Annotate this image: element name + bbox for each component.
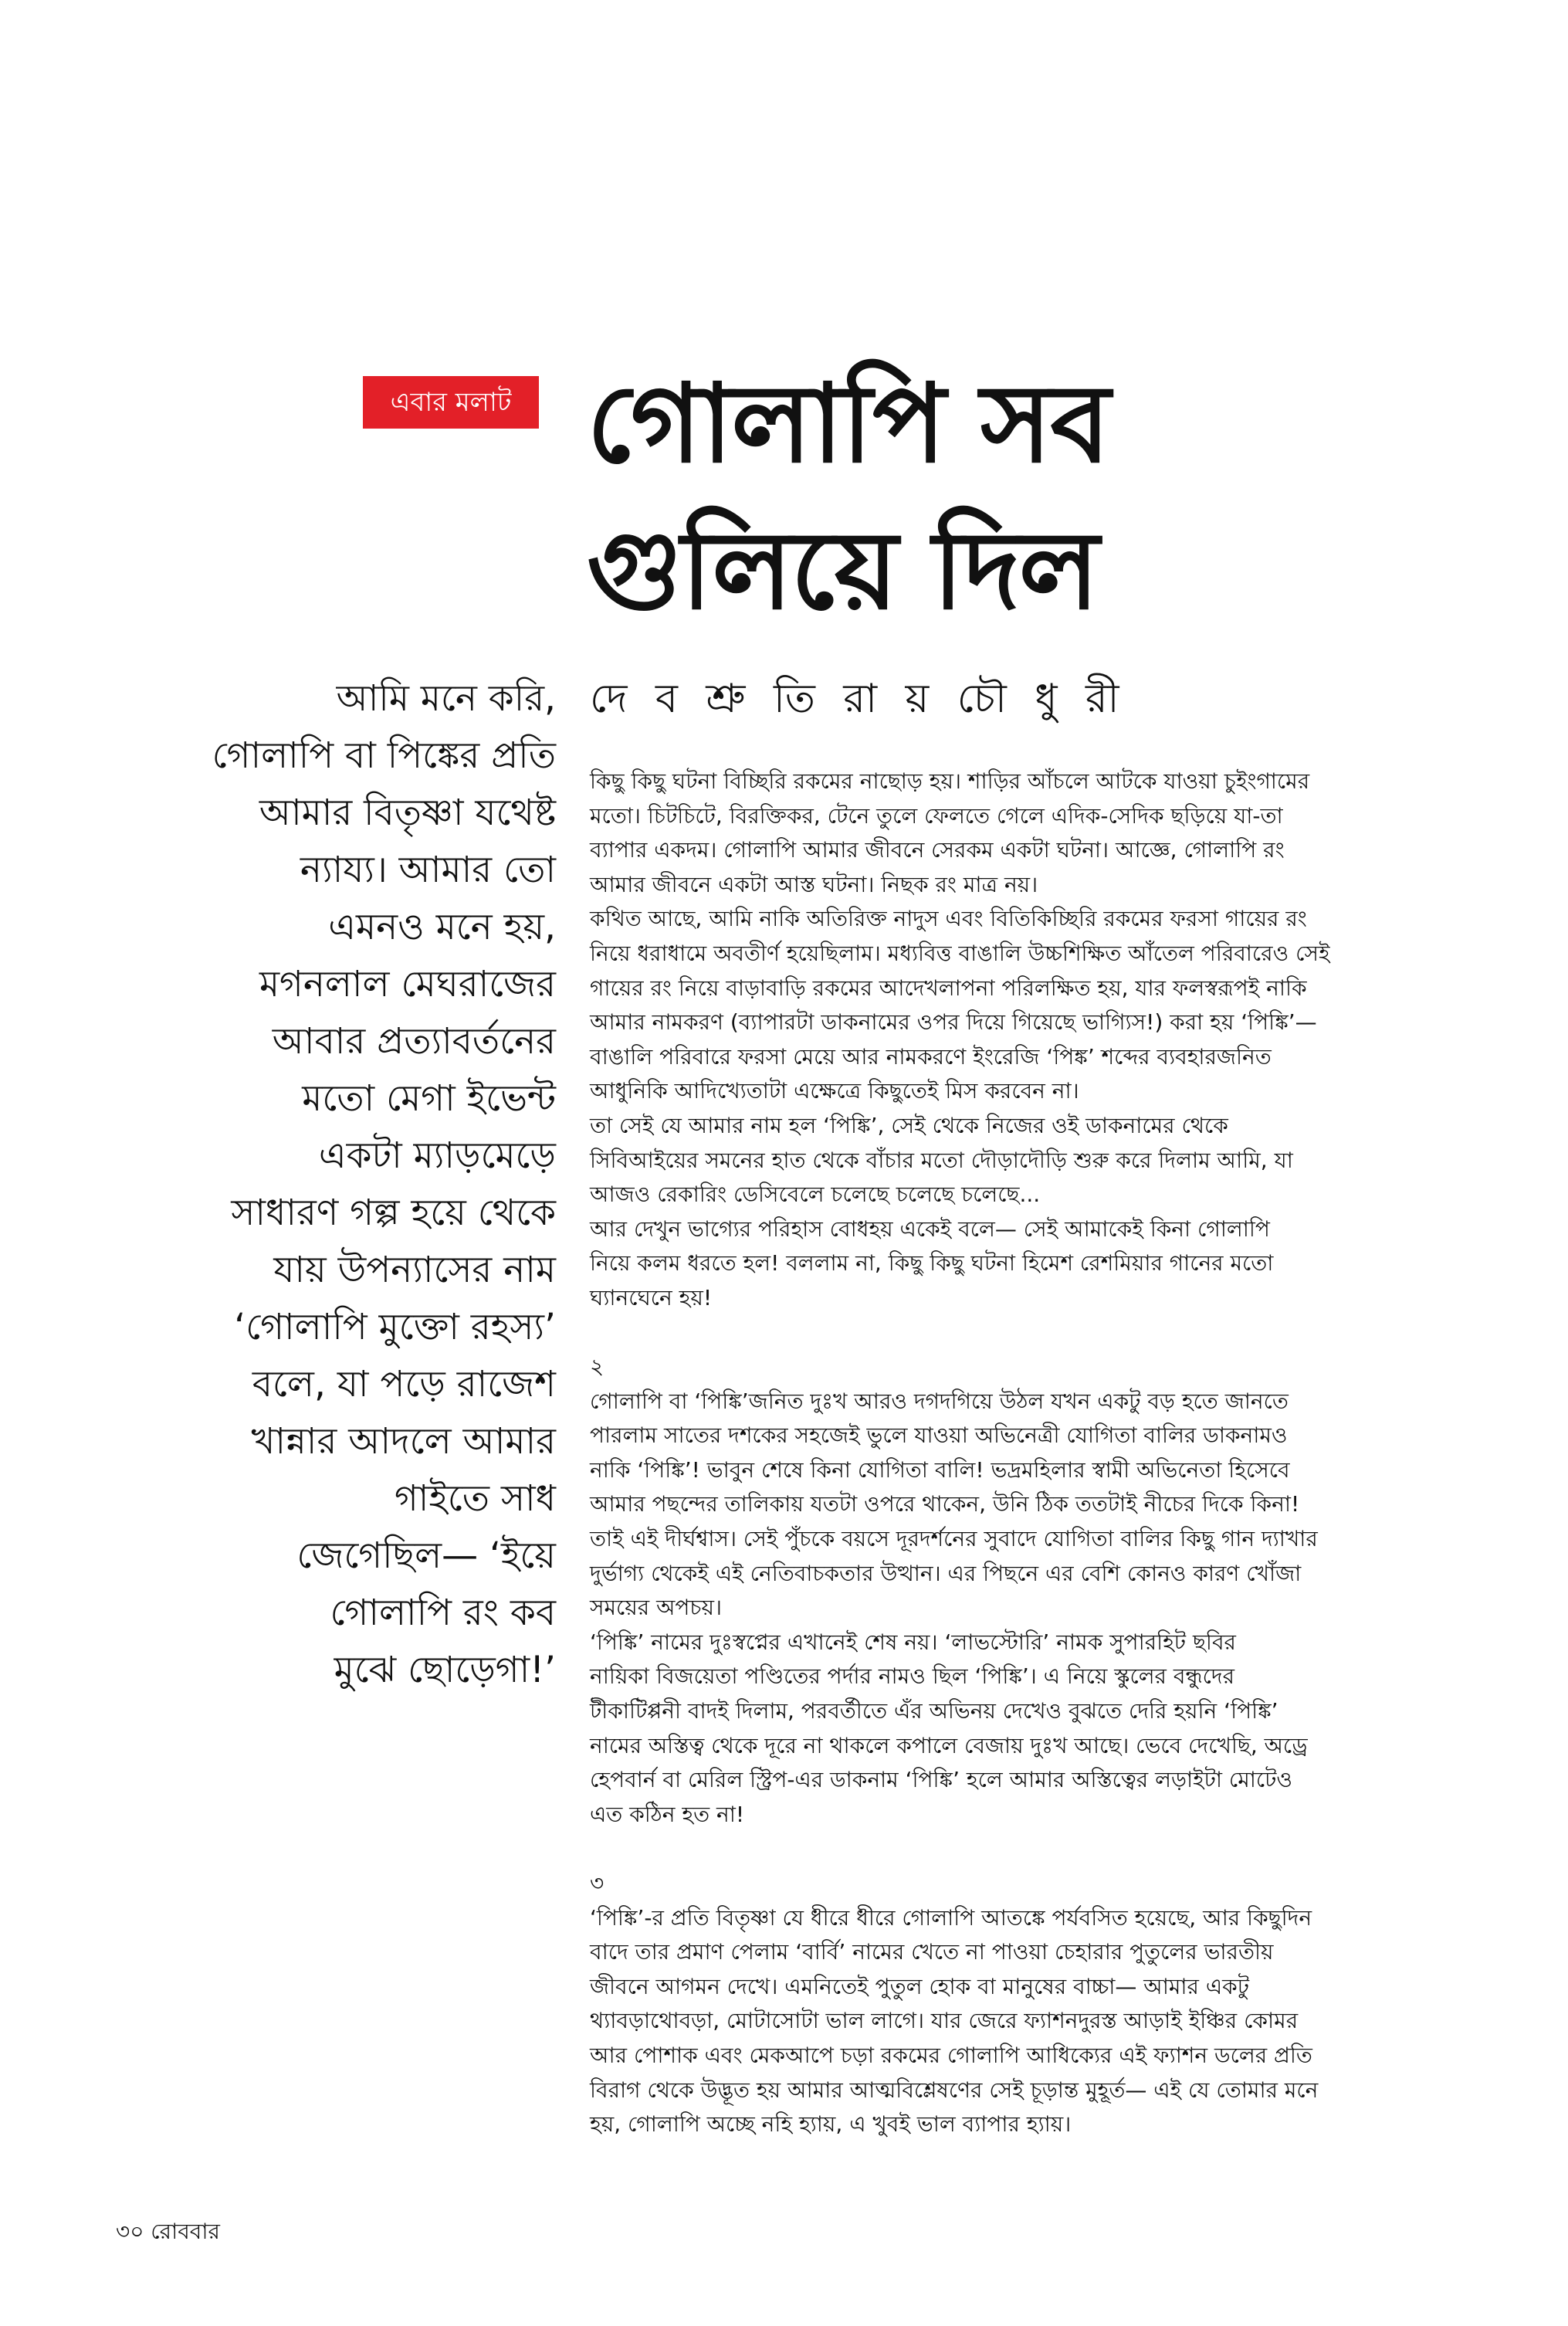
pull-quote-line: একটা ম্যাড়মেড়ে	[318, 1134, 556, 1177]
article-line: জীবনে আগমন দেখে। এমনিতেই পুতুল হোক বা মানুষের বাচ্চা— আমার একটু	[590, 1973, 1249, 1999]
article-line: বিরাগ থেকে উদ্ভূত হয় আমার আত্মবিশ্লেষণের সেই চূড়ান্ত মুহূর্ত— এই যে তোমার মনে	[590, 2077, 1319, 2103]
section-tag: এবার মলাট	[363, 376, 539, 429]
pull-quote-line: মতো মেগা ইভেন্ট	[302, 1077, 556, 1120]
page-folio: ৩০ রোববার	[116, 2219, 220, 2244]
section-gap	[590, 1316, 1462, 1351]
pull-quote-line: আবার প্রত্যাবর্তনের	[272, 1020, 556, 1063]
article-line: ‘পিঙ্কি’-র প্রতি বিতৃষ্ণা যে ধীরে ধীরে গোলাপি আতঙ্কে পর্যবসিত হয়েছে, আর কিছুদিন	[590, 1904, 1312, 1931]
article-line: নিয়ে ধরাধামে অবতীর্ণ হয়েছিলাম। মধ্যবিত্ত বাঙালি উচ্চশিক্ষিত আঁতেল পরিবারেও সেই	[590, 940, 1330, 966]
article-line: তা সেই যে আমার নাম হল ‘পিঙ্কি’, সেই থেকে নিজের ওই ডাকনামের থেকে	[590, 1112, 1228, 1138]
headline-line-1: গোলাপি সব	[587, 361, 1109, 487]
article-line: নায়িকা বিজয়েতা পণ্ডিতের পর্দার নামও ছিল ‘পিঙ্কি’। এ নিয়ে স্কুলের বন্ধুদের	[590, 1663, 1234, 1690]
headline	[587, 351, 1529, 645]
article-line: দুর্ভাগ্য থেকেই এই নেতিবাচকতার উত্থান। এর পিছনে এর বেশি কোনও কারণ খোঁজা	[590, 1560, 1302, 1586]
article-line: ‘পিঙ্কি’ নামের দুঃস্বপ্নের এখানেই শেষ নয়। ‘লাভস্টোরি’ নামক সুপারহিট ছবির	[590, 1629, 1236, 1655]
pull-quote-line: বলে, যা পড়ে রাজেশ	[252, 1363, 556, 1405]
article-line: আধুনিকি আদিখ্যেতাটা এক্ষেত্রে কিছুতেই মিস করবেন না।	[590, 1078, 1079, 1104]
section-number: ৩	[590, 1870, 605, 1896]
article-line: বাঙালি পরিবারে ফরসা মেয়ে আর নামকরণে ইংরেজি ‘পিঙ্ক’ শব্দের ব্যবহারজনিত	[590, 1043, 1272, 1070]
pull-quote-line: এমনও মনে হয়,	[328, 906, 556, 948]
article-line: মতো। চিটচিটে, বিরক্তিকর, টেনে তুলে ফেলতে গেলে এদিক-সেদিক ছড়িয়ে যা-তা	[590, 802, 1283, 829]
article-line: পারলাম সাতের দশকের সহজেই ভুলে যাওয়া অভিনেত্রী যোগিতা বালির ডাকনামও	[590, 1422, 1288, 1449]
article-line: আর পোশাক এবং মেকআপে চড়া রকমের গোলাপি আধিক্যের এই ফ্যাশন ডলের প্রতি	[590, 2042, 1312, 2068]
article-line: ঘ্যানঘেনে হয়!	[590, 1284, 713, 1310]
headline-line-2: গুলিয়ে দিল	[587, 508, 1098, 634]
article-line: কিছু কিছু ঘটনা বিচ্ছিরি রকমের নাছোড় হয়। শাড়ির আঁচলে আটকে যাওয়া চুইংগামের	[590, 768, 1310, 794]
article-line: গোলাপি বা ‘পিঙ্কি’জনিত দুঃখ আরও দগদগিয়ে উঠল যখন একটু বড় হতে জানতে	[590, 1388, 1289, 1414]
pull-quote-line: খান্নার আদলে আমার	[251, 1420, 556, 1463]
article-line: আমার পছন্দের তালিকায় যতটা ওপরে থাকেন, উনি ঠিক ততটাই নীচের দিকে কিনা!	[590, 1491, 1300, 1517]
article-line: গায়ের রং নিয়ে বাড়াবাড়ি রকমের আদেখলাপনা পরিলক্ষিত হয়, যার ফলস্বরূপই নাকি	[590, 975, 1307, 1001]
article-line: থ্যাবড়াথোবড়া, মোটাসোটা ভাল লাগে। যার জেরে ফ্যাশনদুরস্ত আড়াই ইঞ্চির কোমর	[590, 2008, 1299, 2034]
article-line: ব্যাপার একদম। গোলাপি আমার জীবনে সেরকম একটা ঘটনা। আজ্ঞে, গোলাপি রং	[590, 837, 1285, 863]
pull-quote-line: সাধারণ গল্প হয়ে থেকে	[231, 1192, 556, 1234]
pull-quote-line: ‘গোলাপি মুক্তো রহস্য’	[234, 1306, 556, 1348]
article-line: হয়, গোলাপি অচ্ছে নহি হ্যায়, এ খুবই ভাল ব্যাপার হ্যায়।	[590, 2111, 1072, 2138]
article-line: সিবিআইয়ের সমনের হাত থেকে বাঁচার মতো দৌড়াদৌড়ি শুরু করে দিলাম আমি, যা	[590, 1147, 1293, 1173]
article-line: আজও রেকারিং ডেসিবেলে চলেছে চলেছে চলেছে...	[590, 1182, 1041, 1208]
article-line: এত কঠিন হত না!	[590, 1801, 745, 1827]
article-line: তাই এই দীর্ঘশ্বাস। সেই পুঁচকে বয়সে দূরদর্শনের সুবাদে যোগিতা বালির কিছু গান দ্যাখার	[590, 1526, 1318, 1552]
article-line: আমার জীবনে একটা আস্ত ঘটনা। নিছক রং মাত্র নয়।	[590, 871, 1038, 897]
section-number: ২	[590, 1354, 605, 1380]
article-line: আর দেখুন ভাগ্যের পরিহাস বোধহয় একেই বলে— সেই আমাকেই কিনা গোলাপি	[590, 1216, 1270, 1242]
pull-quote-line: যায় উপন্যাসের নাম	[273, 1249, 556, 1291]
article-line: টীকাটিপ্পনী বাদই দিলাম, পরবর্তীতে এঁর অভিনয় দেখেও বুঝতে দেরি হয়নি ‘পিঙ্কি’	[590, 1698, 1278, 1724]
article-line: বাদে তার প্রমাণ পেলাম ‘বার্বি’ নামের খেতে না পাওয়া চেহারার পুতুলের ভারতীয়	[590, 1939, 1274, 1965]
article-line: নামের অস্তিত্ব থেকে দূরে না থাকলে কপালে বেজায় দুঃখ আছে। ভেবে দেখেছি, অড্রে	[590, 1732, 1308, 1758]
article-line: আমার নামকরণ (ব্যাপারটা ডাকনামের ওপর দিয়ে গিয়েছে ভাগ্যিস!) করা হয় ‘পিঙ্কি’—	[590, 1009, 1317, 1036]
pull-quote-line: আমি মনে করি,	[336, 677, 556, 720]
pull-quote-line: ন্যায্য। আমার তো	[300, 849, 556, 891]
article-line: কথিত আছে, আমি নাকি অতিরিক্ত নাদুস এবং বিতিকিচ্ছিরি রকমের ফরসা গায়ের রং	[590, 906, 1307, 932]
article-line: নাকি ‘পিঙ্কি’! ভাবুন শেষে কিনা যোগিতা বালি! ভদ্রমহিলার স্বামী অভিনেতা হিসেবে	[590, 1456, 1290, 1483]
pull-quote-line: মুঝে ছোড়েগা!’	[334, 1649, 556, 1691]
article-line: হেপবার্ন বা মেরিল স্ট্রিপ-এর ডাকনাম ‘পিঙ্কি’ হলে আমার অস্তিত্বের লড়াইটা মোটেও	[590, 1767, 1293, 1793]
article-line: নিয়ে কলম ধরতে হল! বললাম না, কিছু কিছু ঘটনা হিমেশ রেশমিয়ার গানের মতো	[590, 1250, 1274, 1277]
pull-quote-line: মগনলাল মেঘরাজের	[259, 963, 556, 1005]
pull-quote-line: আমার বিতৃষ্ণা যথেষ্ট	[259, 792, 556, 834]
author-byline: দে ব শ্রু তি রা য় চৌ ধু রী	[590, 676, 1127, 722]
article-body	[590, 765, 1462, 2142]
pull-quote-line: গাইতে সাধ	[395, 1477, 556, 1520]
pull-quote-line: জেগেছিল— ‘ইয়ে	[296, 1534, 556, 1577]
section-gap	[590, 1832, 1462, 1867]
article-line: সময়ের অপচয়।	[590, 1595, 722, 1621]
pull-quote-line: গোলাপি রং কব	[330, 1592, 556, 1634]
pull-quote	[116, 670, 556, 1699]
pull-quote-line: গোলাপি বা পিঙ্কের প্রতি	[212, 734, 556, 777]
